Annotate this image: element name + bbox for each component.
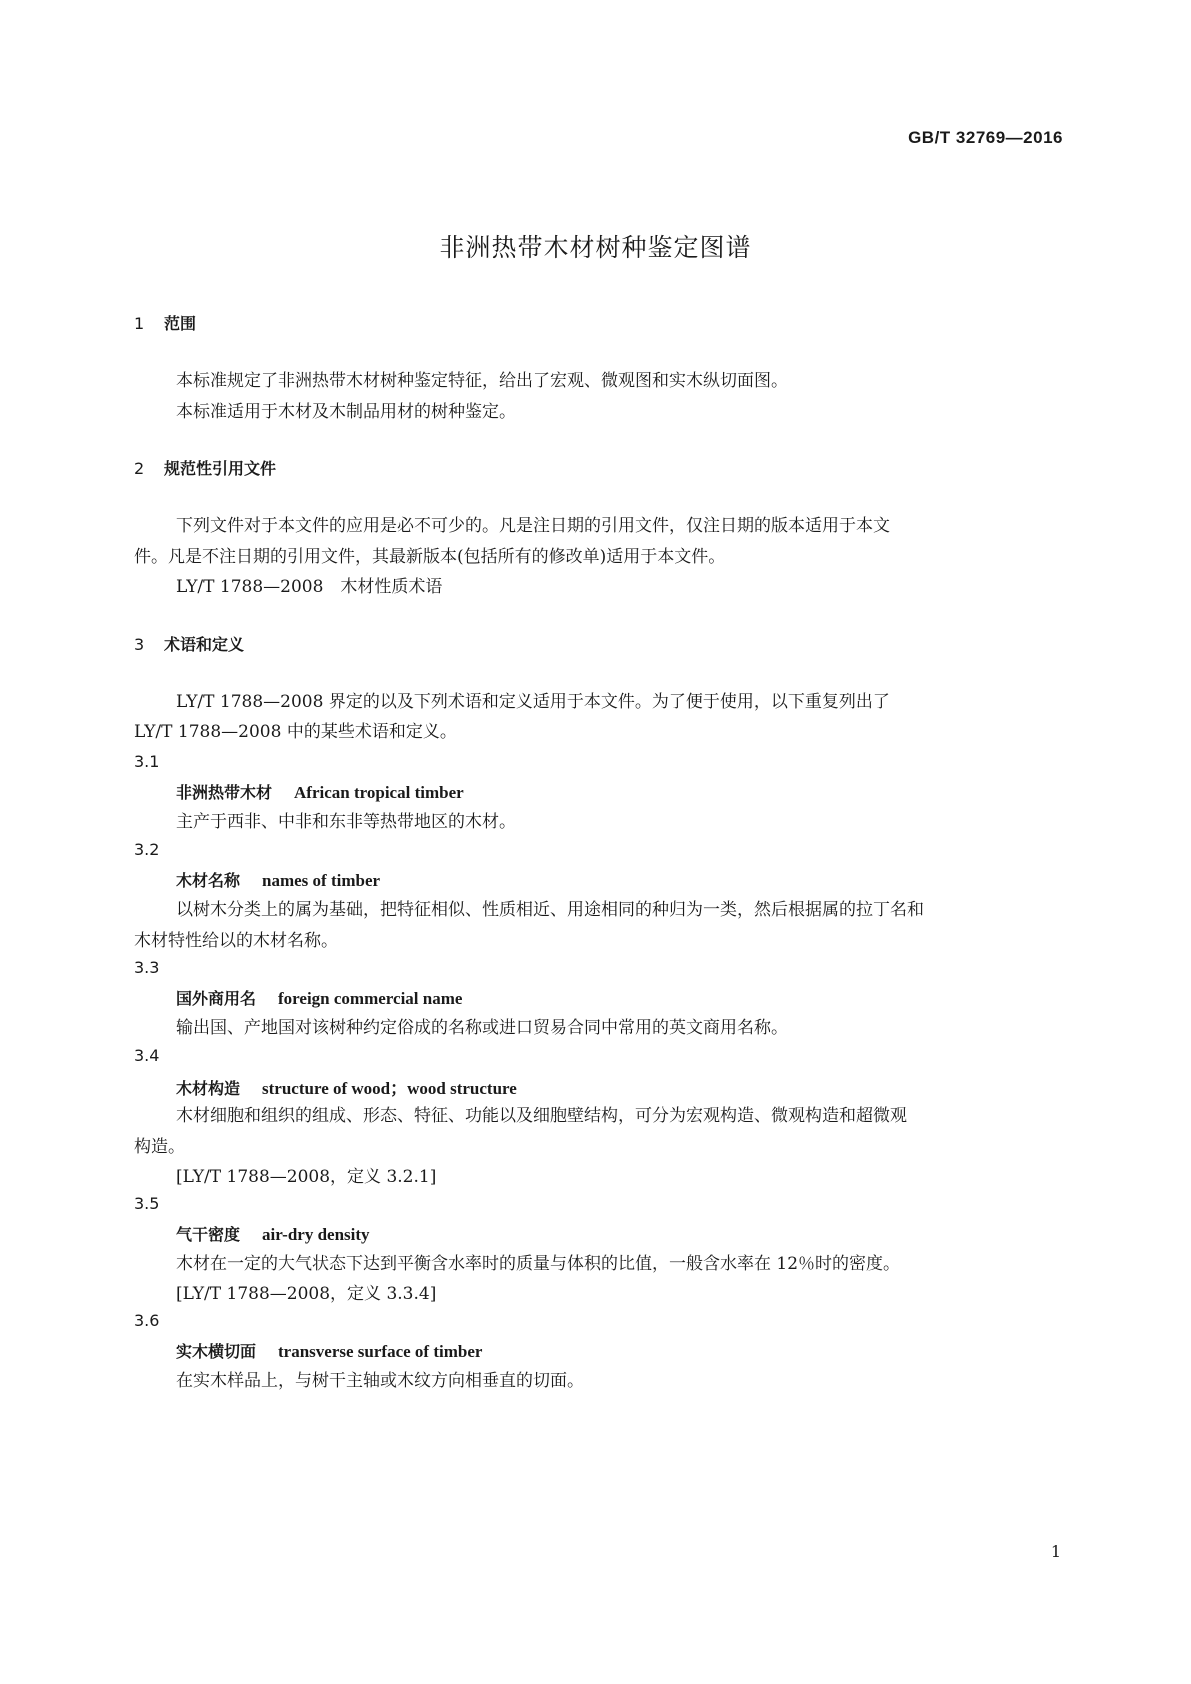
section-title: 范围 [164, 314, 197, 333]
term-heading [176, 868, 380, 891]
section-1-heading [134, 311, 196, 334]
page-number: 1 [1050, 1542, 1061, 1561]
term-heading [176, 1339, 482, 1362]
term-heading [176, 1222, 370, 1245]
term-definition: 木材特性给以的木材名称。 [134, 931, 338, 951]
term-source: [LY/T 1788—2008，定义 3.3.4] [176, 1284, 437, 1304]
term-source: [LY/T 1788—2008，定义 3.2.1] [176, 1167, 437, 1187]
page-title: 非洲热带木材树种鉴定图谱 [439, 233, 752, 262]
standard-number: GB/T 32769—2016 [908, 128, 1063, 147]
term-number: 3.6 [134, 1311, 160, 1330]
term-heading [176, 1074, 517, 1099]
term-definition: 木材细胞和组织的组成、形态、特征、功能以及细胞壁结构，可分为宏观构造、微观构造和超微观 [176, 1106, 907, 1126]
term-definition: 输出国、产地国对该树种约定俗成的名称或进口贸易合同中常用的英文商用名称。 [176, 1018, 788, 1038]
paragraph: 本标准规定了非洲热带木材树种鉴定特征，给出了宏观、微观图和实木纵切面图。 [176, 371, 788, 391]
section-number: 3 [134, 635, 145, 654]
paragraph: 下列文件对于本文件的应用是必不可少的。凡是注日期的引用文件，仅注日期的版本适用于本文 [176, 516, 890, 536]
section-number: 1 [134, 314, 145, 333]
section-number: 2 [134, 459, 145, 478]
section-title: 术语和定义 [164, 635, 245, 654]
term-heading [176, 780, 464, 803]
paragraph: 本标准适用于木材及木制品用材的树种鉴定。 [176, 402, 516, 422]
term-definition: 主产于西非、中非和东非等热带地区的木材。 [176, 812, 516, 832]
term-definition: 构造。 [134, 1137, 185, 1157]
term-definition: 以树木分类上的属为基础，把特征相似、性质相近、用途相同的种归为一类，然后根据属的拉丁名和 [176, 900, 924, 920]
section-2-heading [134, 456, 276, 479]
paragraph: LY/T 1788—2008 中的某些术语和定义。 [134, 722, 457, 742]
term-zh: 非洲热带木材 [176, 783, 273, 802]
term-en: African tropical timber [294, 783, 464, 802]
term-number: 3.3 [134, 958, 160, 977]
term-number: 3.5 [134, 1194, 160, 1213]
term-en: foreign commercial name [278, 989, 463, 1008]
term-zh: 木材构造 [176, 1079, 241, 1098]
term-definition: 在实木样品上，与树干主轴或木纹方向相垂直的切面。 [176, 1371, 584, 1391]
term-en: transverse surface of timber [278, 1342, 483, 1361]
term-en: air-dry density [262, 1225, 370, 1244]
term-number: 3.1 [134, 752, 160, 771]
term-zh: 实木横切面 [176, 1342, 257, 1361]
term-heading [176, 986, 462, 1009]
term-zh: 木材名称 [176, 871, 241, 890]
term-zh: 国外商用名 [176, 989, 257, 1008]
term-zh: 气干密度 [176, 1225, 241, 1244]
term-number: 3.4 [134, 1046, 160, 1065]
term-en: names of timber [262, 871, 381, 890]
term-en: structure of wood；wood structure [262, 1079, 517, 1098]
reference-item: LY/T 1788—2008 木材性质术语 [176, 577, 443, 597]
term-number: 3.2 [134, 840, 160, 859]
paragraph: 件。凡是不注日期的引用文件，其最新版本(包括所有的修改单)适用于本文件。 [134, 547, 726, 567]
section-title: 规范性引用文件 [164, 459, 277, 478]
section-3-heading [134, 632, 244, 655]
term-definition: 木材在一定的大气状态下达到平衡含水率时的质量与体积的比值，一般含水率在 12％时的密度。 [176, 1254, 901, 1274]
paragraph: LY/T 1788—2008 界定的以及下列术语和定义适用于本文件。为了便于使用，以下重复列出了 [176, 692, 890, 712]
